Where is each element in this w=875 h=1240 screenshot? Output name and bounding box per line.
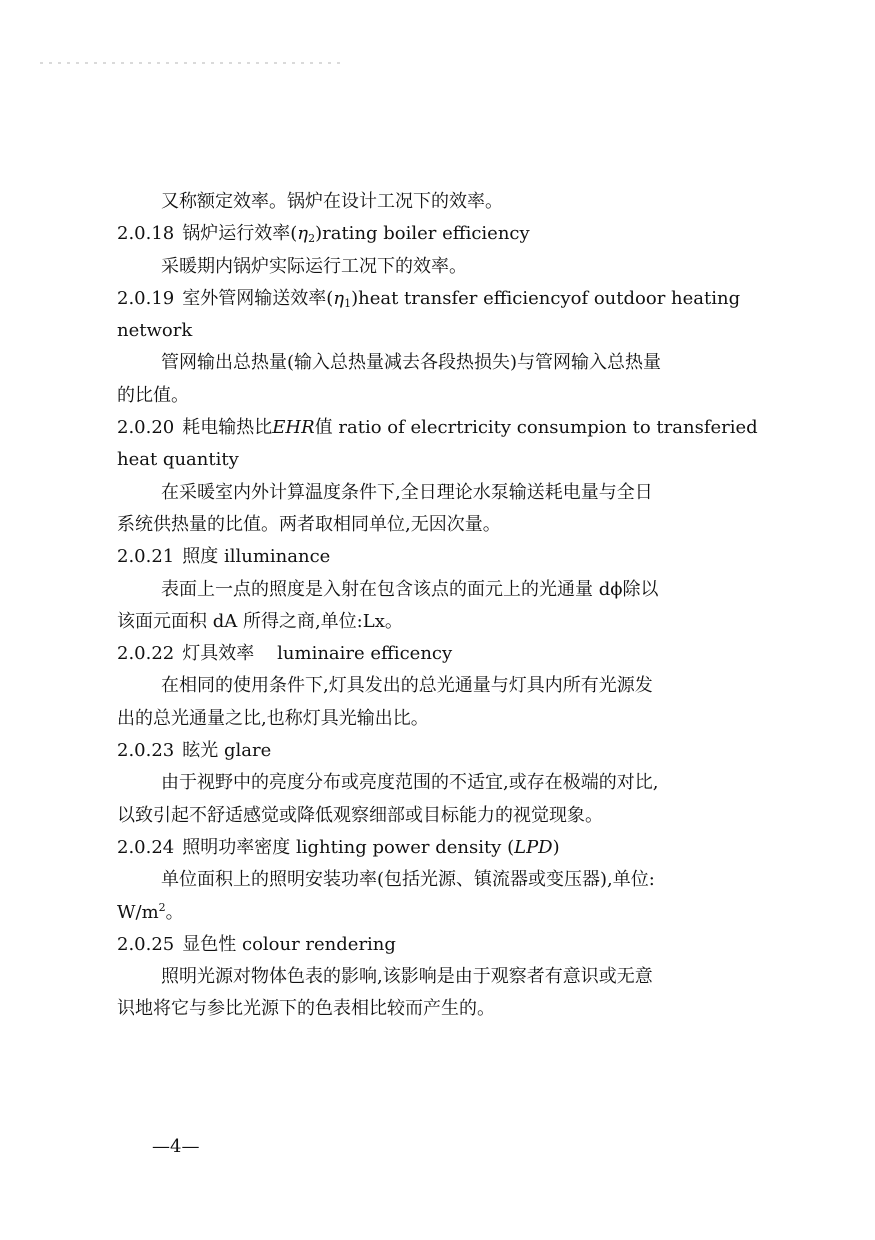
term-title-part: )rating boiler efficiency: [315, 223, 530, 245]
term-symbol: η: [297, 223, 309, 245]
term-number: 2.0.24: [117, 836, 175, 858]
term-title-part: 锅炉运行效率(: [182, 223, 298, 245]
term-title-part: 照明功率密度 lighting power density (: [182, 836, 515, 858]
term-definition-line: 在相同的使用条件下,灯具发出的总光通量与灯具内所有光源发: [161, 675, 653, 697]
term-unit-line: [117, 897, 777, 929]
term-symbol: LPD: [514, 836, 553, 858]
term-title-continuation: network: [117, 320, 193, 342]
term-definition-line: 该面元面积 dA 所得之商,单位:Lx。: [117, 610, 403, 632]
term-number: 2.0.20: [117, 417, 175, 439]
term-definition-line: 管网输出总热量(输入总热量减去各段热损失)与管网输入总热量: [161, 352, 662, 374]
term-definition-line: 出的总光通量之比,也称灯具光输出比。: [117, 707, 429, 729]
term-definition-line: 系统供热量的比值。两者取相同单位,无因次量。: [117, 513, 501, 535]
document-body: [117, 186, 777, 1026]
term-definition-line: 采暖期内锅炉实际运行工况下的效率。: [161, 255, 467, 277]
term-definition-line: 单位面积上的照明安装功率(包括光源、镇流器或变压器),单位:: [161, 869, 655, 891]
term-heading-2-0-21: [117, 541, 777, 573]
term-heading-2-0-23: [117, 735, 777, 767]
term-title-part: ): [552, 836, 560, 858]
page-number: —4—: [152, 1136, 200, 1157]
term-definition-line: 的比值。: [117, 384, 189, 406]
term-heading-2-0-19: [117, 283, 777, 315]
term-number: 2.0.25: [117, 933, 175, 955]
term-definition-line: 由于视野中的亮度分布或亮度范围的不适宜,或存在极端的对比,: [161, 772, 659, 794]
term-number: 2.0.18: [117, 223, 175, 245]
unit-superscript: 2: [158, 900, 166, 914]
term-definition-line: 以致引起不舒适感觉或降低观察细部或目标能力的视觉现象。: [117, 804, 603, 826]
term-definition-line: 表面上一点的照度是入射在包含该点的面元上的光通量 dϕ除以: [161, 578, 659, 600]
term-title: 眩光 glare: [182, 740, 272, 762]
term-symbol: EHR: [272, 417, 315, 439]
term-title: 照度 illuminance: [182, 546, 331, 568]
term-heading-2-0-18: [117, 218, 777, 250]
term-number: 2.0.21: [117, 546, 175, 568]
term-title-part: )heat transfer efficiencyof outdoor heating: [351, 287, 741, 309]
term-symbol-subscript: 1: [344, 296, 352, 310]
term-symbol-subscript: 2: [308, 232, 316, 246]
term-title: 显色性 colour rendering: [182, 933, 396, 955]
term-number: 2.0.23: [117, 740, 175, 762]
intro-definition-line: 又称额定效率。锅炉在设计工况下的效率。: [161, 191, 503, 212]
term-title-continuation: heat quantity: [117, 449, 239, 471]
unit-end: 。: [165, 901, 184, 923]
unit-base: W/m: [117, 901, 159, 923]
term-symbol: η: [333, 287, 345, 309]
term-title: 灯具效率 luminaire efficency: [182, 643, 453, 665]
term-number: 2.0.19: [117, 287, 175, 309]
term-title-part: 耗电输热比: [182, 417, 273, 439]
term-definition-line: 在采暖室内外计算温度条件下,全日理论水泵输送耗电量与全日: [161, 481, 653, 503]
term-number: 2.0.22: [117, 643, 175, 665]
term-definition-line: 照明光源对物体色表的影响,该影响是由于观察者有意识或无意: [161, 966, 653, 988]
term-heading-2-0-24: [117, 832, 777, 864]
scan-noise-mark: [40, 62, 340, 64]
term-title-part: 值 ratio of elecrtricity consumpion to transferied: [314, 417, 758, 439]
term-heading-2-0-22: [117, 638, 777, 670]
term-heading-2-0-25: [117, 929, 777, 961]
term-title-part: 室外管网输送效率(: [182, 287, 334, 309]
term-definition-line: 识地将它与参比光源下的色表相比较而产生的。: [117, 998, 495, 1020]
term-heading-2-0-20: [117, 412, 777, 444]
